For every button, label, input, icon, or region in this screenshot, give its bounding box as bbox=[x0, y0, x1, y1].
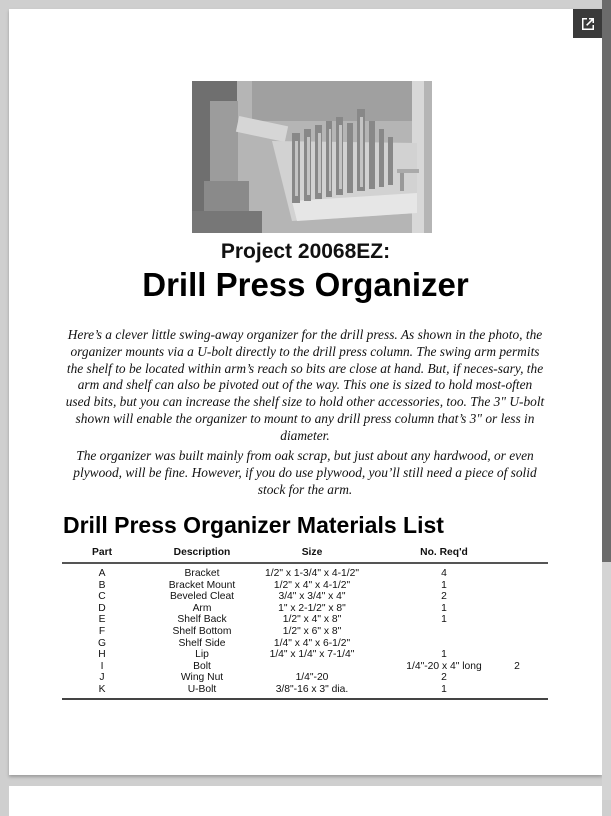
table-row bbox=[62, 661, 548, 673]
cell-part: D bbox=[98, 602, 106, 614]
intro-paragraph: Here’s a clever little swing-away organizer for the drill press. As shown in the photo, the organizer mounts via a U-bolt directly to the drill press column. The swing arm permits the shelf to be located within arm’s reach so bits are close at hand. But, if neces-sary, the arm and shelf can also be pivoted out of the way. This one is sized to hold most-often used bits, but you can increase the shelf size to hold other accessories, too. The 3" U-bolt shown will enable the organizer to mount to any drill press column that’s 3" or less in diameter. bbox=[65, 327, 545, 443]
table-header bbox=[62, 547, 548, 564]
popout-icon bbox=[580, 16, 596, 32]
cell-part: G bbox=[97, 637, 106, 649]
drill-press-organizer-photo bbox=[192, 81, 432, 233]
project-number: Project 20068EZ: bbox=[220, 240, 391, 263]
cell-description: Beveled Cleat bbox=[169, 591, 235, 603]
table-row bbox=[62, 614, 548, 626]
table-row bbox=[62, 591, 548, 603]
cell-part: A bbox=[98, 568, 106, 579]
cell-description: Bracket bbox=[184, 568, 220, 579]
cell-part: H bbox=[98, 649, 106, 661]
table-row bbox=[62, 638, 548, 650]
cell-description: Arm bbox=[192, 602, 212, 614]
cell-req: 1 bbox=[441, 614, 447, 626]
cell-description: Lip bbox=[195, 649, 209, 661]
cell-req: 1/4"-20 x 4" long bbox=[406, 660, 482, 672]
cell-req: 1 bbox=[441, 649, 447, 661]
cell-description: Shelf Bottom bbox=[172, 625, 232, 637]
table-row bbox=[62, 649, 548, 661]
table-row bbox=[62, 603, 548, 615]
cell-size: 3/4" x 3/4" x 4" bbox=[278, 591, 346, 603]
cell-req: 1 bbox=[441, 579, 447, 591]
cell-part: J bbox=[99, 672, 105, 684]
document-title: Drill Press Organizer bbox=[142, 266, 469, 303]
header-size: Size bbox=[301, 547, 323, 558]
table-row bbox=[62, 684, 548, 696]
cell-req: 1 bbox=[441, 683, 447, 695]
cell-part: I bbox=[100, 660, 104, 672]
cell-description: U-Bolt bbox=[187, 683, 217, 695]
cell-size: 1" x 2-1/2" x 8" bbox=[278, 602, 346, 614]
cell-part: K bbox=[98, 683, 106, 695]
cell-size: 1/4" x 1/4" x 7-1/4" bbox=[269, 649, 355, 661]
cell-size: 1/2" x 6" x 8" bbox=[282, 625, 342, 637]
cell-size: 1/4"-20 bbox=[295, 672, 329, 684]
cell-part: C bbox=[98, 591, 106, 603]
cell-extra: 2 bbox=[514, 660, 520, 672]
cell-description: Shelf Side bbox=[178, 637, 226, 649]
document-page-2 bbox=[9, 786, 602, 816]
cell-size: 1/2" x 4" x 8" bbox=[282, 614, 342, 626]
cell-req: 4 bbox=[441, 568, 447, 579]
materials-table bbox=[62, 547, 548, 700]
cell-part: F bbox=[98, 625, 106, 637]
table-row bbox=[62, 626, 548, 638]
cell-description: Wing Nut bbox=[180, 672, 224, 684]
table-row bbox=[62, 580, 548, 592]
header-req: No. Req'd bbox=[420, 547, 468, 558]
cell-size: 1/4" x 4" x 6-1/2" bbox=[273, 637, 351, 649]
cell-req: 2 bbox=[441, 591, 447, 603]
cell-req: 1 bbox=[441, 602, 447, 614]
materials-heading: Drill Press Organizer Materials List bbox=[63, 512, 444, 538]
cell-size: 1/2" x 1-3/4" x 4-1/2" bbox=[265, 568, 359, 579]
cell-description: Bolt bbox=[193, 660, 211, 672]
cell-size: 3/8"-16 x 3" dia. bbox=[275, 683, 349, 695]
cell-part: E bbox=[98, 614, 106, 626]
cell-description: Shelf Back bbox=[177, 614, 227, 626]
header-part: Part bbox=[91, 547, 113, 558]
cell-description: Bracket Mount bbox=[168, 579, 236, 591]
table-row bbox=[62, 672, 548, 684]
popout-button[interactable] bbox=[573, 9, 602, 38]
table-row bbox=[62, 568, 548, 580]
table-body bbox=[62, 564, 548, 700]
materials-paragraph: The organizer was built mainly from oak scrap, but just about any hardwood, or even plywood, will be fine. However, if you do use plywood, you’ll still need a piece of solid stock for the arm. bbox=[73, 448, 537, 497]
header-description: Description bbox=[173, 547, 231, 558]
cell-part: B bbox=[98, 579, 106, 591]
cell-req: 2 bbox=[441, 672, 447, 684]
cell-size: 1/2" x 4" x 4-1/2" bbox=[273, 579, 351, 591]
